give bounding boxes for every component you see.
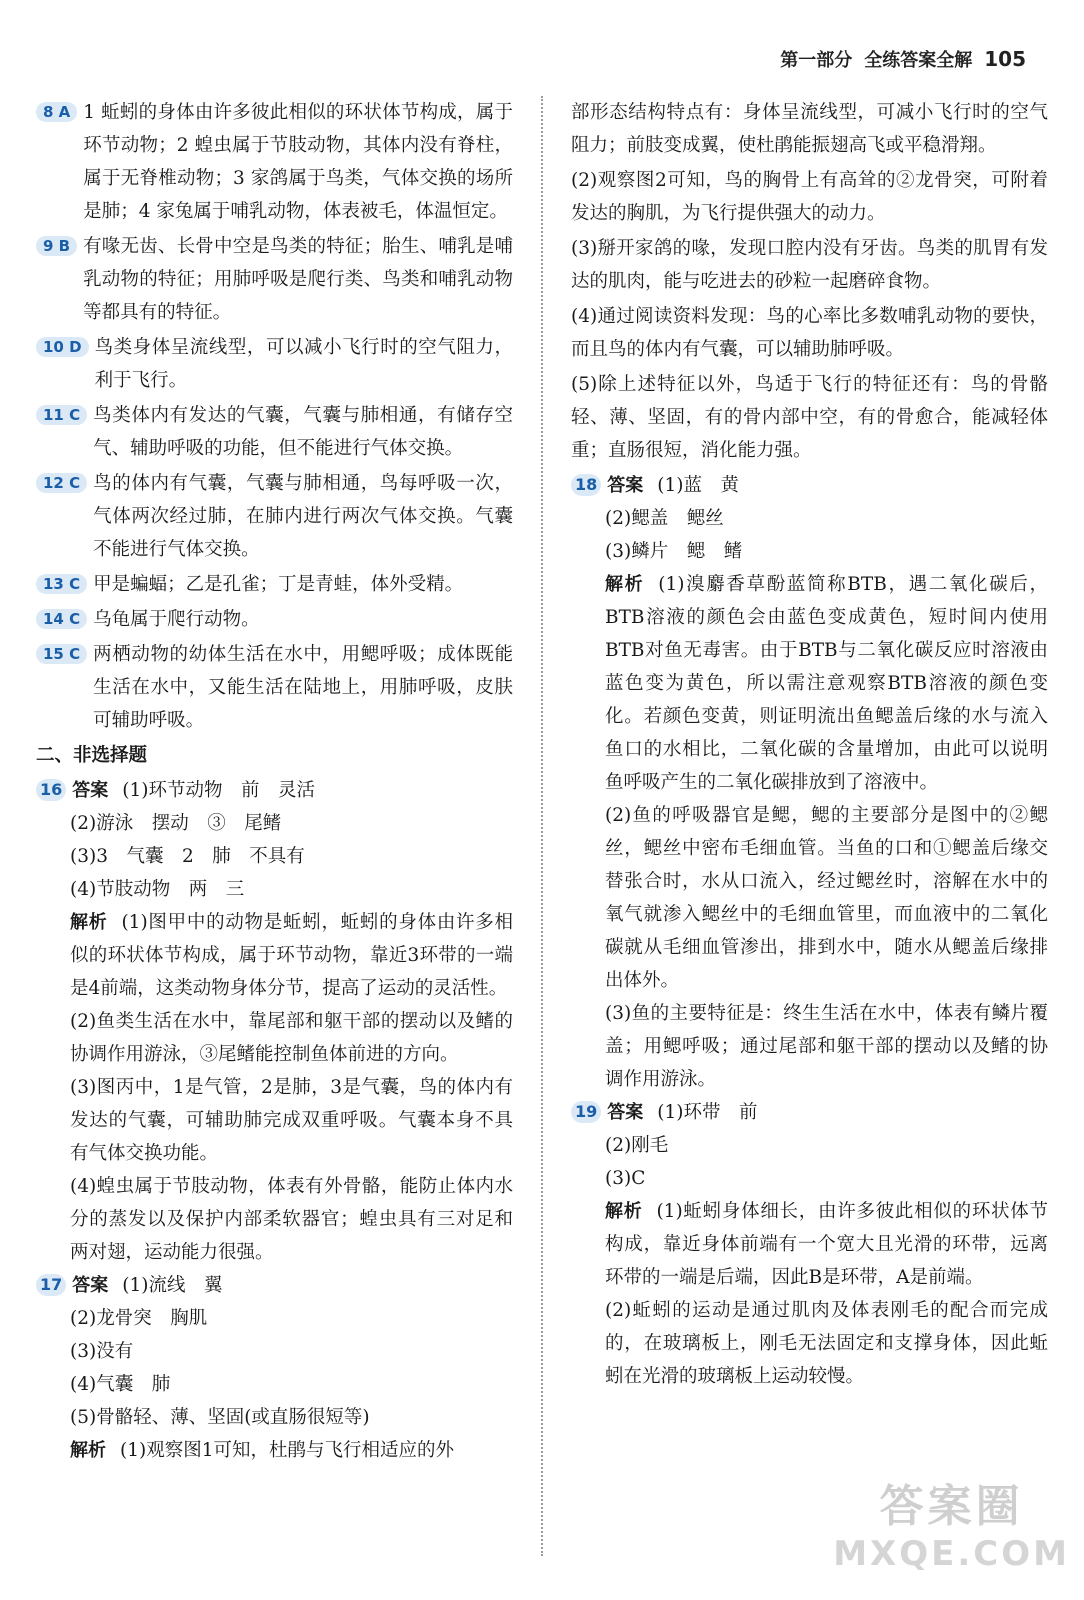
answer-line: (2)龙骨突 胸肌	[70, 1308, 208, 1329]
analysis-label: 解析	[605, 574, 645, 595]
q19-answer	[571, 1096, 1048, 1129]
watermark-domain: MXQE.COM	[833, 1534, 1070, 1574]
answer-explanation: 乌龟属于爬行动物。	[93, 609, 260, 630]
q16-analysis	[36, 906, 513, 1005]
answer-explanation: 鸟类体内有发达的气囊，气囊与肺相通，有储存空气、辅助呼吸的功能，但不能进行气体交换。	[93, 405, 513, 459]
answer-line: (1)环带 前	[657, 1102, 758, 1123]
answer-line: (5)骨骼轻、薄、坚固(或直肠很短等)	[70, 1407, 370, 1428]
mc-answer-15	[36, 638, 513, 737]
answer-badge: 11 C	[36, 405, 87, 425]
analysis-text: (1)观察图1可知，杜鹃与飞行相适应的外	[120, 1440, 454, 1461]
answer-line: (4)气囊 肺	[70, 1374, 171, 1395]
answer-badge: 13 C	[36, 574, 87, 594]
answer-badge: 9 B	[36, 236, 77, 256]
answer-line: (1)蓝 黄	[657, 475, 739, 496]
q18-answer	[571, 469, 1048, 502]
analysis-paragraph: (3)掰开家鸽的喙，发现口腔内没有牙齿。鸟类的肌胃有发达的肌肉，能与吃进去的砂粒一起磨碎食物。	[571, 238, 1048, 292]
answer-explanation: 两栖动物的幼体生活在水中，用鳃呼吸；成体既能生活在水中，又能生活在陆地上，用肺呼吸，皮肤可辅助呼吸。	[93, 644, 513, 731]
answer-line: (2)鳃盖 鳃丝	[605, 508, 724, 529]
watermark-text: 答案圈	[879, 1481, 1024, 1532]
question-number-badge: 18	[571, 474, 601, 496]
page-header	[780, 46, 1026, 72]
q17-analysis	[36, 1434, 513, 1467]
analysis-label: 解析	[70, 1440, 106, 1461]
analysis-label: 解析	[605, 1201, 643, 1222]
answer-explanation: 鸟的体内有气囊，气囊与肺相通，鸟每呼吸一次，气体两次经过肺，在肺内进行两次气体交换。气囊不能进行气体交换。	[93, 473, 513, 560]
page-number: 105	[984, 47, 1026, 71]
answer-badge: 15 C	[36, 644, 87, 664]
answer-explanation: 鸟类身体呈流线型，可以减小飞行时的空气阻力，利于飞行。	[94, 337, 513, 391]
right-column	[571, 96, 1048, 1393]
column-divider	[541, 96, 543, 1556]
answer-badge: 14 C	[36, 609, 87, 629]
q19-analysis	[571, 1195, 1048, 1294]
analysis-paragraph: (2)鱼的呼吸器官是鳃，鳃的主要部分是图中的②鳃丝，鳃丝中密布毛细血管。当鱼的口和①鳃盖后缘交替张合时，水从口流入，经过鳃丝时，溶解在水中的氧气就渗入鳃丝中的毛细血管里，而血液中的二氧化碳就从毛细血管渗出，排到水中，随水从鳃盖后缘排出体外。	[605, 805, 1048, 991]
answer-label: 答案	[72, 780, 109, 801]
analysis-paragraph: (3)图丙中，1是气管，2是肺，3是气囊，鸟的体内有发达的气囊，可辅助肺完成双重呼吸。气囊本身不具有气体交换功能。	[70, 1077, 513, 1164]
answer-line: (3)没有	[70, 1341, 134, 1362]
q18-analysis	[571, 568, 1048, 799]
answer-explanation: 有喙无齿、长骨中空是鸟类的特征；胎生、哺乳是哺乳动物的特征；用肺呼吸是爬行类、鸟类和哺乳动物等都具有的特征。	[83, 236, 513, 323]
mc-answer-8	[36, 96, 513, 228]
analysis-paragraph: (2)鱼类生活在水中，靠尾部和躯干部的摆动以及鳍的协调作用游泳，③尾鳍能控制鱼体前进的方向。	[70, 1011, 513, 1065]
header-title: 全练答案全解	[864, 50, 973, 71]
section-title: 二、非选择题	[36, 745, 148, 766]
left-column	[36, 96, 513, 1467]
question-number-badge: 16	[36, 779, 66, 801]
analysis-text: (1)蚯蚓身体细长，由许多彼此相似的环状体节构成，靠近身体前端有一个宽大且光滑的环带，远离环带的一端是后端，因此B是环带，A是前端。	[605, 1201, 1049, 1288]
answer-line: (1)流线 翼	[122, 1275, 223, 1296]
question-number-badge: 19	[571, 1101, 601, 1123]
answer-explanation: 甲是蝙蝠；乙是孔雀；丁是青蛙，体外受精。	[93, 574, 464, 595]
answer-label: 答案	[607, 475, 644, 496]
answer-badge: 12 C	[36, 473, 87, 493]
answer-label: 答案	[607, 1102, 644, 1123]
analysis-label: 解析	[70, 912, 108, 933]
answer-label: 答案	[72, 1275, 109, 1296]
analysis-text: (1)溴麝香草酚蓝简称BTB，遇二氧化碳后，BTB溶液的颜色会由蓝色变成黄色，短时间内使用BTB对鱼无毒害。由于BTB与二氧化碳反应时溶液由蓝色变为黄色，所以需注意观察BTB溶液的颜色变化。若颜色变黄，则证明流出鱼鳃盖后缘的水与流入鱼口的水相比，二氧化碳的含量增加，由此可以说明鱼呼吸产生的二氧化碳排放到了溶液中。	[605, 574, 1048, 793]
analysis-paragraph: (4)蝗虫属于节肢动物，体表有外骨骼，能防止体内水分的蒸发以及保护内部柔软器官；蝗虫具有三对足和两对翅，运动能力很强。	[70, 1176, 513, 1263]
analysis-paragraph: (4)通过阅读资料发现：鸟的心率比多数哺乳动物的要快，而且鸟的体内有气囊，可以辅助肺呼吸。	[571, 306, 1048, 360]
answer-line: (1)环节动物 前 灵活	[122, 780, 315, 801]
answer-line: (4)节肢动物 两 三	[70, 879, 245, 900]
mc-answer-10	[36, 331, 513, 397]
answer-line: (2)刚毛	[605, 1135, 669, 1156]
mc-answer-12	[36, 467, 513, 566]
answer-line: (3)鳞片 鳃 鳍	[605, 541, 743, 562]
answer-badge: 8 A	[36, 102, 77, 122]
answer-line: (2)游泳 摆动 ③ 尾鳍	[70, 813, 282, 834]
mc-answer-13	[36, 568, 513, 601]
analysis-paragraph: (2)蚯蚓的运动是通过肌肉及体表刚毛的配合而完成的，在玻璃板上，刚毛无法固定和支撑身体，因此蚯蚓在光滑的玻璃板上运动较慢。	[605, 1300, 1048, 1387]
analysis-paragraph: 部形态结构特点有：身体呈流线型，可减小飞行时的空气阻力；前肢变成翼，使杜鹃能振翅高飞或平稳滑翔。	[571, 102, 1048, 156]
analysis-paragraph: (3)鱼的主要特征是：终生生活在水中，体表有鳞片覆盖；用鳃呼吸；通过尾部和躯干部的摆动以及鳍的协调作用游泳。	[605, 1003, 1048, 1090]
analysis-text: (1)图甲中的动物是蚯蚓，蚯蚓的身体由许多相似的环状体节构成，属于环节动物，靠近3环带的一端是4前端，这类动物身体分节，提高了运动的灵活性。	[70, 912, 514, 999]
answer-line: (3)C	[605, 1168, 646, 1189]
question-number-badge: 17	[36, 1274, 66, 1296]
site-watermark	[833, 1470, 1070, 1574]
mc-answer-9	[36, 230, 513, 329]
analysis-paragraph: (2)观察图2可知，鸟的胸骨上有高耸的②龙骨突，可附着发达的胸肌，为飞行提供强大的动力。	[571, 170, 1048, 224]
answer-explanation: 1 蚯蚓的身体由许多彼此相似的环状体节构成，属于环节动物；2 蝗虫属于节肢动物，其体内没有脊柱，属于无脊椎动物；3 家鸽属于鸟类，气体交换的场所是肺；4 家兔属于哺乳动物，体表被毛，体温恒定。	[83, 102, 513, 222]
q16-answer	[36, 774, 513, 807]
analysis-paragraph: (5)除上述特征以外，鸟适于飞行的特征还有：鸟的骨骼轻、薄、坚固，有的骨内部中空，有的骨愈合，能减轻体重；直肠很短，消化能力强。	[571, 374, 1048, 461]
mc-answer-11	[36, 399, 513, 465]
mc-answer-14	[36, 603, 513, 636]
answer-badge: 10 D	[36, 337, 89, 357]
answer-line: (3)3 气囊 2 肺 不具有	[70, 846, 305, 867]
header-section: 第一部分	[780, 50, 853, 71]
q17-answer	[36, 1269, 513, 1302]
